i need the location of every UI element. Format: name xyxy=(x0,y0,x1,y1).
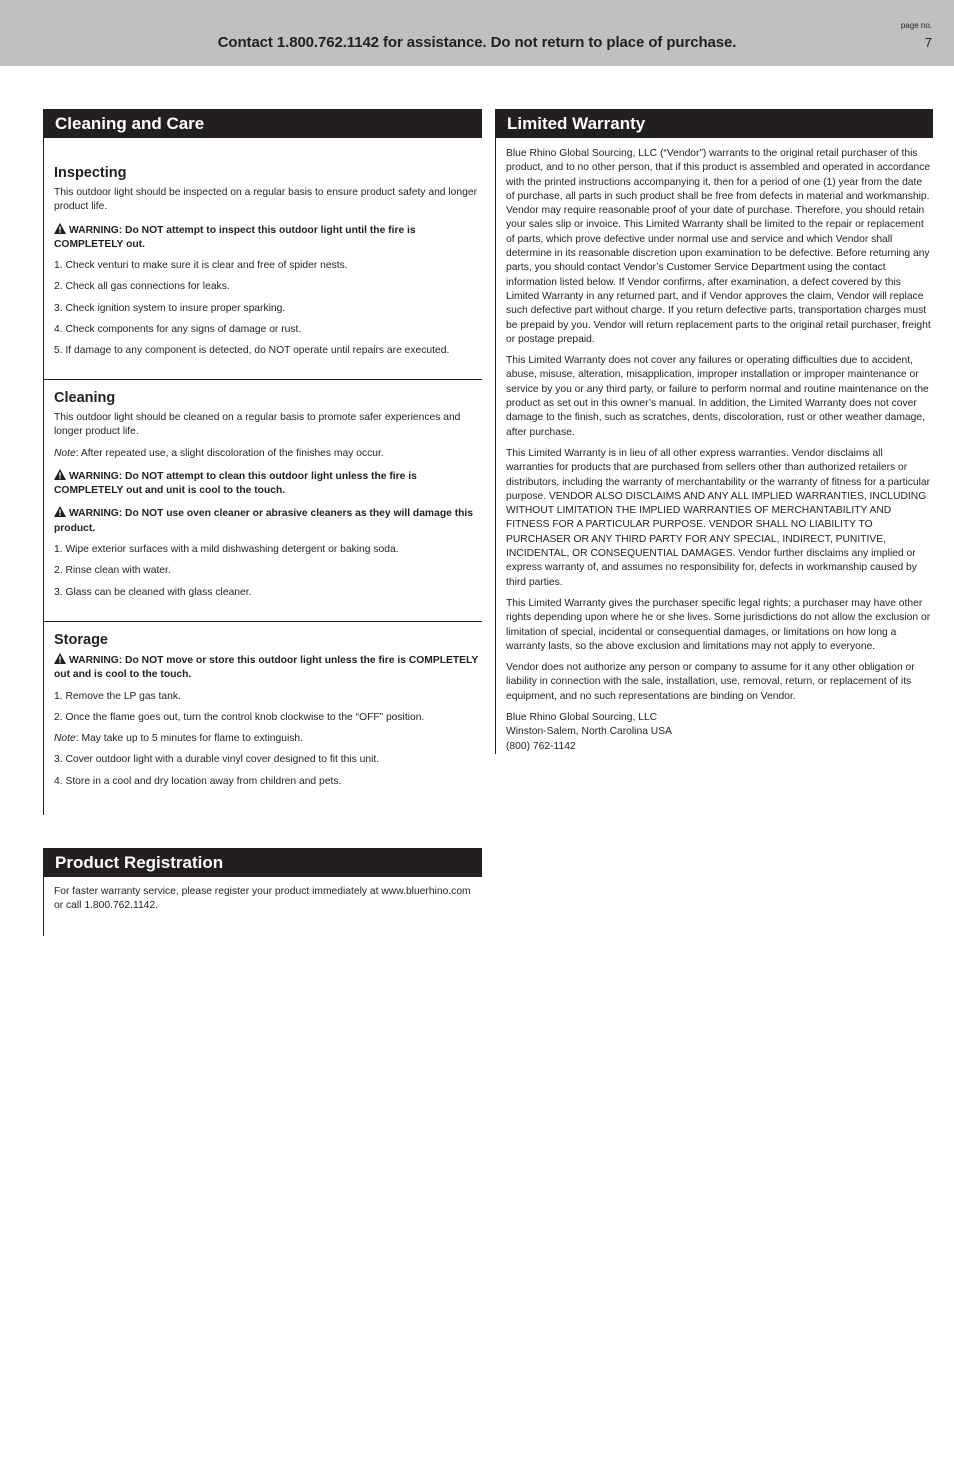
storage-warning: WARNING: Do NOT move or store this outdoor light unless the fire is COMPLETELY out and is cool to the touch. xyxy=(54,655,479,681)
list-item: 2. Once the flame goes out, turn the control knob clockwise to the “OFF” position. xyxy=(54,711,425,723)
list-item: 2. Rinse clean with water. xyxy=(54,565,171,577)
vendor-location: Winston-Salem, North Carolina USA xyxy=(506,726,672,738)
subsection-heading: Storage xyxy=(54,632,108,648)
vendor-name: Blue Rhino Global Sourcing, LLC xyxy=(506,711,658,723)
cleaning-section xyxy=(44,380,482,622)
registration-text: For faster warranty service, please register your product immediately at www.bluerhino.com or call 1.800.762.1142. xyxy=(54,886,471,912)
list-item: 1. Wipe exterior surfaces with a mild dishwashing detergent or baking soda. xyxy=(54,544,399,556)
list-item: 3. Cover outdoor light with a durable vinyl cover designed to fit this unit. xyxy=(54,754,380,766)
list-item: 5. If damage to any component is detected, do NOT operate until repairs are executed. xyxy=(54,345,450,357)
warranty-paragraph: This Limited Warranty is in lieu of all other express warranties. Vendor disclaims all warranties for products that are purchased from sellers other than authorized retailers or distributors, including the warranty of merchantability or the warranty of fitness for a particular purpose. VENDOR ALSO DISCLAIMS AND ANY ALL IMPLIED WARRANTIES, INCLUDING WITHOUT LIMITATION THE IMPLIED WARRANTIES OF MERCHANTABILITY AND FITNESS FOR A PARTICULAR PURPOSE. VENDOR SHALL NO LIABILITY TO PURCHASER OR ANY THIRD PARTY FOR ANY SPECIAL, INDIRECT, PUNITIVE, INCIDENTAL, OR CONSEQUENTIAL DAMAGES. Vendor further disclaims any implied or express warranty of, and assumes no responsibility for, defects in workmanship caused by third parties. xyxy=(506,447,931,588)
warning-icon xyxy=(54,469,66,480)
subsection-heading: Cleaning xyxy=(54,390,116,406)
cleaning-warning: WARNING: Do NOT use oven cleaner or abrasive cleaners as they will damage this product. xyxy=(54,508,474,534)
list-item: 4. Store in a cool and dry location away from children and pets. xyxy=(54,775,342,787)
storage-note: Note: May take up to 5 minutes for flame to extinguish. xyxy=(54,733,303,745)
warning-icon xyxy=(54,506,66,517)
top-banner xyxy=(0,0,954,66)
page-number-label: page no. xyxy=(900,21,932,30)
cleaning-care-section xyxy=(43,109,482,815)
list-item: 3. Check ignition system to insure proper sparking. xyxy=(54,302,286,314)
warning-icon xyxy=(54,653,66,664)
inspecting-section xyxy=(44,138,482,380)
contact-notice: Contact 1.800.762.1142 for assistance. Do not return to place of purchase. xyxy=(217,34,737,51)
section-title: Limited Warranty xyxy=(496,109,933,138)
vendor-phone: (800) 762-1142 xyxy=(506,740,576,752)
registration-section xyxy=(43,848,482,936)
list-item: 3. Glass can be cleaned with glass cleaner. xyxy=(54,586,252,598)
cleaning-note: Note: After repeated use, a slight discoloration of the finishes may occur. xyxy=(54,447,384,459)
cleaning-warning: WARNING: Do NOT attempt to clean this outdoor light unless the fire is COMPLETELY out and unit is cool to the touch. xyxy=(54,470,417,497)
list-item: 1. Remove the LP gas tank. xyxy=(54,690,181,702)
cleaning-intro: This outdoor light should be cleaned on a regular basis to promote safer experiences and longer product life. xyxy=(54,412,461,438)
inspecting-warning: WARNING: Do NOT attempt to inspect this outdoor light until the fire is COMPLETELY out. xyxy=(54,224,416,250)
section-title: Product Registration xyxy=(44,848,482,877)
list-item: 2. Check all gas connections for leaks. xyxy=(54,281,230,293)
warranty-paragraph: This Limited Warranty gives the purchaser specific legal rights; a purchaser may have other rights depending upon where he or she lives. Some jurisdictions do not allow the exclusion or limitation of special, incidental or consequential damages, or limitations on how long a warranty lasts, so the above exclusion and limitations may not apply to everyone. xyxy=(506,597,931,652)
subsection-heading: Inspecting xyxy=(54,165,127,181)
list-item: 1. Check venturi to make sure it is clear and free of spider nests. xyxy=(54,260,348,272)
section-title: Cleaning and Care xyxy=(44,109,482,138)
inspecting-intro: This outdoor light should be inspected on a regular basis to ensure product safety and longer product life. xyxy=(54,187,478,213)
list-item: 4. Check components for any signs of damage or rust. xyxy=(54,324,302,336)
warranty-paragraph: This Limited Warranty does not cover any failures or operating difficulties due to accident, abuse, misuse, alteration, misapplication, improper installation or improper maintenance or service by you or any third party, or failure to perform normal and routine maintenance on the product as set out in this owner’s manual. In addition, the Limited Warranty does not cover damage to the finish, such as scratches, dents, discoloration, rust or other weather damage, after purchase. xyxy=(506,355,929,438)
page-number: 7 xyxy=(924,35,932,50)
storage-section xyxy=(44,622,482,789)
warning-icon xyxy=(54,223,66,234)
warranty-section xyxy=(495,109,933,754)
warranty-paragraph: Blue Rhino Global Sourcing, LLC (“Vendor”) warrants to the original retail purchaser of this product, and to no other person, that if this product is assembled and operated in accordance with the printed instructions accompanying it, then for a period of one (1) year from the date of purchase, all parts in such product shall be free from defects in material and workmanship. Vendor may require reasonable proof of your date of purchase. Therefore, you should retain your sales slip or invoice. This Limited Warranty shall be limited to the repair or replacement of parts, which prove defective under normal use and service and which Vendor shall determine in its reasonable discretion upon examination to be defective. Before returning any parts, you should contact Vendor’s Customer Service Department using the contact information listed below. If Vendor confirms, after examination, a defect covered by this Limited Warranty in any returned part, and if Vendor approves the claim, Vendor will replace such defective part without charge. If you return defective parts, transportation charges must be prepaid by you. Vendor will return replacement parts to the original retail purchaser, freight or postage prepaid. xyxy=(506,148,931,345)
warranty-paragraph: Vendor does not authorize any person or company to assume for it any other obligation or liability in connection with the sale, installation, use, removal, return, or replacement of its equipment, and no such representations are binding on Vendor. xyxy=(506,662,915,702)
